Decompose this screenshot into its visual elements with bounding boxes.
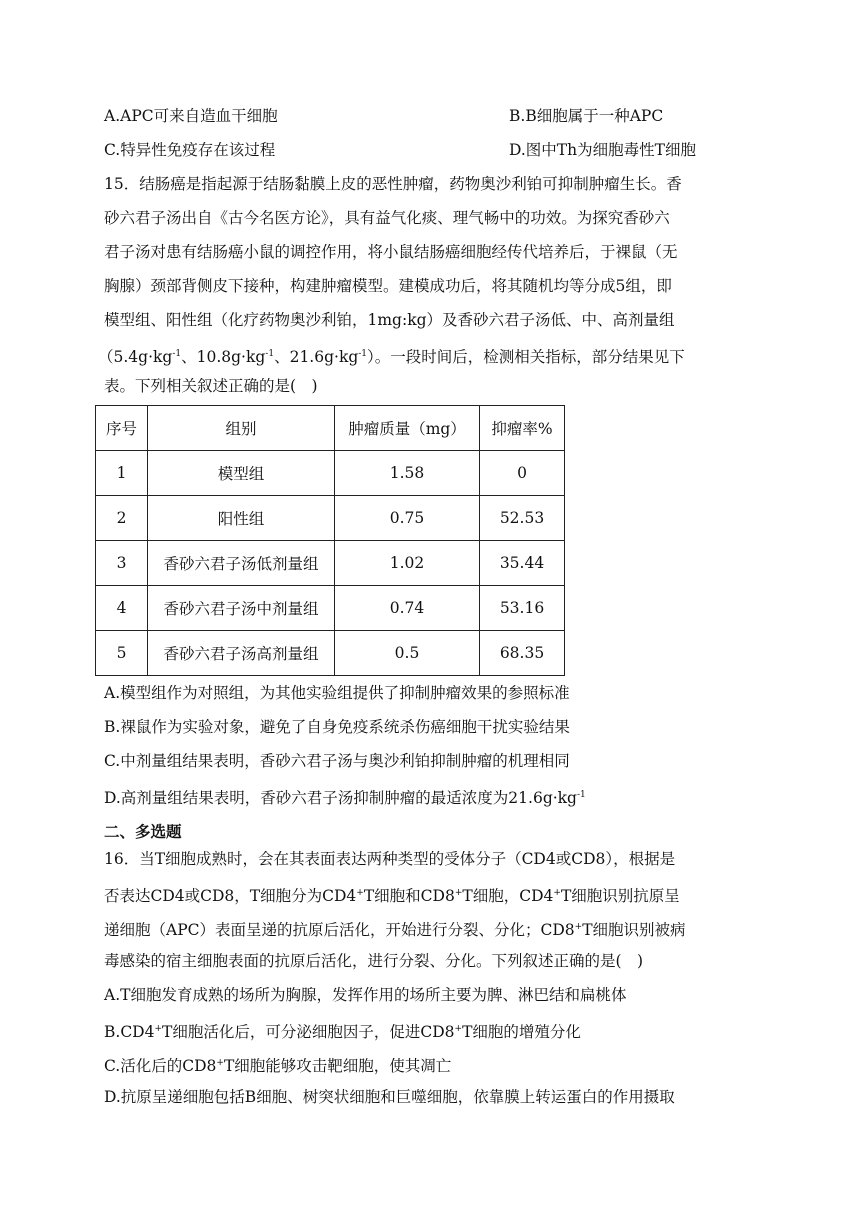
q16-option-d: D.抗原呈递细胞包括B细胞、树突状细胞和巨噬细胞，依靠膜上转运蛋白的作用摄取 [104, 1088, 675, 1106]
table-row [96, 631, 565, 676]
text-fragment: T细胞活化后，可分泌细胞因子，促进CD8 [162, 1023, 455, 1042]
table-cell: 1.02 [335, 541, 480, 586]
q16-stem-line-2 [104, 883, 680, 906]
text-fragment: T细胞能够攻击靶细胞，使其凋亡 [223, 1057, 452, 1076]
table-cell: 1 [96, 451, 148, 496]
table-cell: 1.58 [335, 451, 480, 496]
dose-low-text: （5.4g·kg [98, 348, 173, 367]
q15-stem-line-6 [98, 344, 685, 367]
q15-stem-line-5: 模型组、阳性组（化疗药物奥沙利铂，1mg:kg）及香砂六君子汤低、中、高剂量组 [104, 311, 675, 329]
section-heading: 二、多选题 [104, 823, 182, 841]
table-cell: 53.16 [480, 586, 565, 631]
table-cell: 4 [96, 586, 148, 631]
table-cell: 2 [96, 496, 148, 541]
superscript: + [454, 1024, 463, 1034]
q14-option-a: A.APC可来自造血干细胞 [104, 107, 278, 125]
table-cell: 52.53 [480, 496, 565, 541]
q15-stem-line-7: 表。下列相关叙述正确的是( ) [104, 377, 318, 395]
superscript: + [356, 888, 364, 898]
q15-option-a: A.模型组作为对照组，为其他实验组提供了抑制肿瘤效果的参照标准 [104, 684, 570, 702]
q16-stem-line-1: 16．当T细胞成熟时，会在其表面表达两种类型的受体分子（CD4或CD8），根据是 [104, 850, 676, 868]
superscript: + [574, 922, 583, 932]
q14-option-c: C.特异性免疫存在该过程 [104, 141, 276, 159]
dose-mid-text: 、10.8g·kg [181, 348, 266, 367]
q16-option-b [104, 1019, 581, 1042]
table-row [96, 586, 565, 631]
q14-option-d: D.图中Th为细胞毒性T细胞 [509, 141, 696, 159]
table-cell: 0.75 [335, 496, 480, 541]
table-cell: 0.74 [335, 586, 480, 631]
table-header-cell: 抑瘤率% [480, 406, 565, 451]
table-row [96, 496, 565, 541]
text-fragment: B.CD4 [104, 1023, 155, 1042]
superscript: + [454, 888, 463, 898]
q15-option-c: C.中剂量组结果表明，香砂六君子汤与奥沙利铂抑制肿瘤的机理相同 [104, 752, 570, 770]
option-d-text: D.高剂量组结果表明，香砂六君子汤抑制肿瘤的最适浓度为21.6g·kg [104, 789, 577, 808]
table-header-cell: 肿瘤质量（mg） [335, 406, 480, 451]
q14-options-row-1 [104, 106, 664, 126]
text-fragment: C.活化后的CD8 [104, 1057, 217, 1076]
q16-option-c [104, 1053, 451, 1076]
q16-stem-line-3 [104, 917, 686, 940]
table-header-row [96, 406, 565, 451]
table-cell: 0.5 [335, 631, 480, 676]
text-fragment: T细胞识别被病 [582, 921, 686, 940]
text-fragment: 递细胞（APC）表面呈递的抗原后活化，开始进行分裂、分化；CD8 [104, 921, 575, 940]
table-row [96, 541, 565, 586]
superscript: -1 [172, 349, 182, 359]
text-fragment: T细胞的增殖分化 [462, 1023, 581, 1042]
table-cell: 0 [480, 451, 565, 496]
superscript: -1 [358, 349, 368, 359]
q15-stem-line-2: 砂六君子汤出自《古今名医方论》，具有益气化痰、理气畅中的功效。为探究香砂六 [104, 209, 670, 227]
superscript: + [216, 1058, 224, 1068]
text-fragment: T细胞识别抗原呈 [560, 887, 680, 906]
table-cell: 香砂六君子汤低剂量组 [148, 541, 335, 586]
table-cell: 35.44 [480, 541, 565, 586]
superscript: -1 [265, 349, 275, 359]
table-header-cell: 序号 [96, 406, 148, 451]
table-cell: 香砂六君子汤中剂量组 [148, 586, 335, 631]
results-table [95, 405, 565, 676]
q15-stem-line-1: 15．结肠癌是指起源于结肠黏膜上皮的恶性肿瘤，药物奥沙利铂可抑制肿瘤生长。香 [104, 175, 682, 193]
q16-option-a: A.T细胞发育成熟的场所为胸腺，发挥作用的场所主要为脾、淋巴结和扁桃体 [104, 986, 627, 1004]
table-cell: 阳性组 [148, 496, 335, 541]
q14-options-row-2 [104, 140, 696, 160]
q15-option-d [104, 785, 586, 808]
q14-option-b: B.B细胞属于一种APC [509, 107, 664, 125]
table-cell: 5 [96, 631, 148, 676]
text-fragment: 否表达CD4或CD8，T细胞分为CD4 [104, 887, 357, 906]
q15-stem-line-3: 君子汤对患有结肠癌小鼠的调控作用，将小鼠结肠癌细胞经传代培养后，于裸鼠（无 [104, 243, 678, 261]
table-row [96, 451, 565, 496]
table-header-cell: 组别 [148, 406, 335, 451]
table-cell: 3 [96, 541, 148, 586]
superscript: + [154, 1024, 163, 1034]
table-cell: 模型组 [148, 451, 335, 496]
superscript: + [553, 888, 561, 898]
q15-option-b: B.裸鼠作为实验对象，避免了自身免疫系统杀伤癌细胞干扰实验结果 [104, 718, 570, 736]
table-cell: 香砂六君子汤高剂量组 [148, 631, 335, 676]
q16-stem-line-4: 毒感染的宿主细胞表面的抗原后活化，进行分裂、分化。下列叙述正确的是( ) [104, 952, 644, 970]
text-fragment: T细胞，CD4 [462, 887, 554, 906]
q15-stem-line-4: 胸腺）颈部背侧皮下接种，构建肿瘤模型。建模成功后，将其随机均等分成5组，即 [104, 277, 672, 295]
dose-high-text: 、21.6g·kg [274, 348, 359, 367]
text-fragment: T细胞和CD8 [363, 887, 455, 906]
stem-continuation: ）。一段时间后，检测相关指标，部分结果见下 [367, 348, 685, 367]
superscript: -1 [576, 790, 586, 800]
table-cell: 68.35 [480, 631, 565, 676]
